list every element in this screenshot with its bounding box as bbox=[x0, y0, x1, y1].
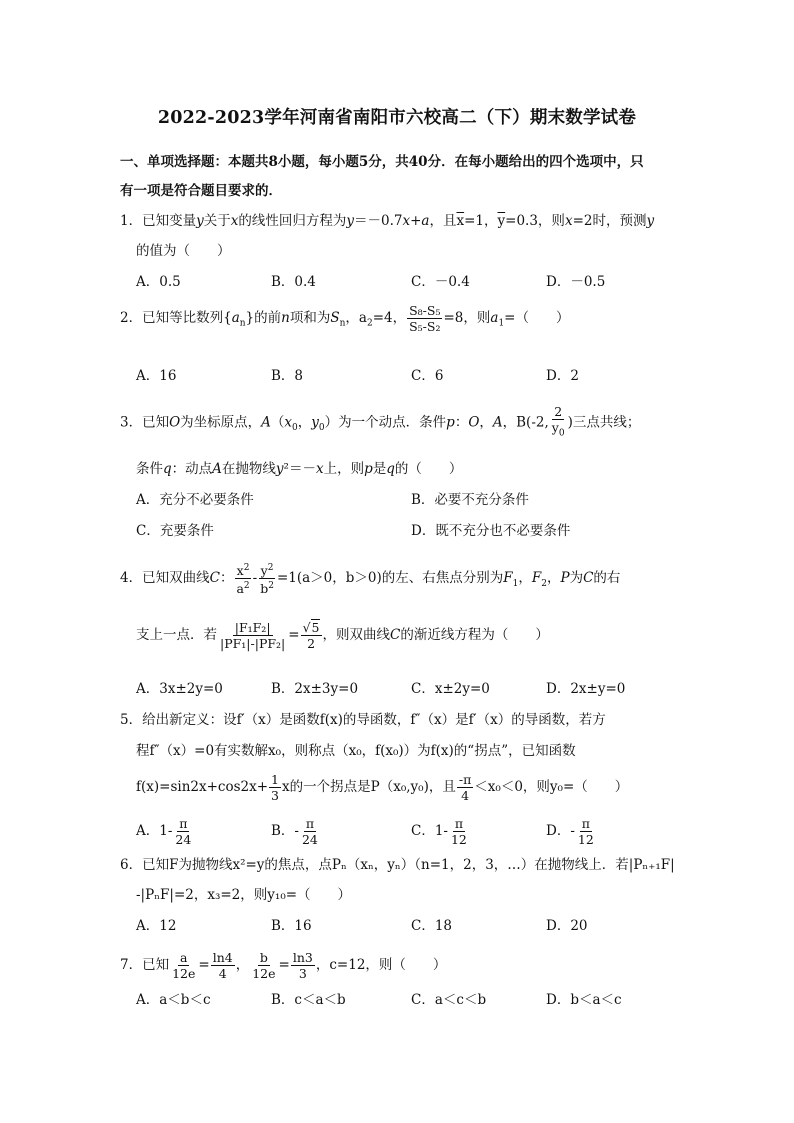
q7-fraction-ln4: $\frac{\ln 4}{4}$ bbox=[212, 950, 233, 981]
q7-fraction-ln3: $\frac{\ln 3}{3}$ bbox=[292, 950, 313, 981]
q7-option-a: A．a＜b＜c bbox=[136, 992, 211, 1008]
q6-option-d: D．20 bbox=[546, 918, 588, 934]
question-7-line1: 7．已知 $\frac{a}{12e}$ = $\frac{\ln 4}{4}$ ， $\frac{b}{12e}$ = $\frac{\ln 3}{3}$ ，c=12，则（ ） bbox=[120, 950, 447, 981]
q5-option-d: D．- $\frac{\pi}{12}$ bbox=[546, 816, 594, 847]
q6-option-c: C．18 bbox=[411, 918, 453, 934]
question-3-line1: 3．已知O为坐标原点，$A(x_0$，$y_0$）为一个动点．条件p：O，A，B(-2, $\frac{2}{y_0}$ )三点共线； bbox=[120, 404, 640, 442]
q1-option-d: D．－0.5 bbox=[546, 274, 606, 290]
q1-option-b: B．0.4 bbox=[271, 274, 316, 290]
q5-pi-quarter-fraction: $\frac{-\pi}{4}$ bbox=[458, 772, 472, 803]
q4-option-a: A．3x±2y=0 bbox=[136, 681, 223, 697]
q4-y-fraction: $\frac{y^2}{b^2}$ bbox=[260, 563, 274, 597]
question-6-line1: 6．已知F为抛物线x²=y的焦点，点Pₙ（xₙ，yₙ）（n=1，2，3，…）在抛物线上．若|Pₙ₊₁F| bbox=[120, 857, 675, 873]
q7-option-c: C．a＜c＜b bbox=[411, 992, 487, 1008]
q3-option-c: C．充要条件 bbox=[136, 523, 214, 539]
q7-option-d: D．b＜a＜c bbox=[546, 992, 622, 1008]
q5-option-a: A．1- $\frac{\pi}{24}$ bbox=[136, 816, 192, 847]
q6-option-b: B．16 bbox=[271, 918, 312, 934]
question-2-line1: 2．已知等比数列$\{a_n\}$的前n项和为$S_n$，$a_2=4$， $\frac{\text{S₈-S₅}}{\text{S₅-S₂}}$ =8，则$a_1=$（ ） bbox=[120, 303, 570, 334]
q1-option-a: A．0.5 bbox=[136, 274, 181, 290]
question-6-line2: -|PₙF|=2，x₃=2，则y₁₀=（ ） bbox=[136, 887, 352, 903]
question-5-line3: f(x)=sin2x+cos2x+ $\frac{1}{3}$ x的一个拐点是P（x₀,y₀)，且 $\frac{-\pi}{4}$ ＜x₀＜0，则y₀=（ ） bbox=[136, 772, 629, 803]
q4-option-c: C．x±2y=0 bbox=[411, 681, 490, 697]
q3-option-b: B．必要不充分条件 bbox=[411, 492, 529, 508]
section-heading-line1: 一、单项选择题：本题共8小题，每小题5分，共40分．在每小题给出的四个选项中，只 bbox=[120, 154, 644, 170]
q6-option-a: A．12 bbox=[136, 918, 177, 934]
question-1-line2: 的值为（ ） bbox=[136, 243, 231, 259]
q5-option-b: B．- $\frac{\pi}{24}$ bbox=[271, 816, 318, 847]
q2-option-a: A．16 bbox=[136, 368, 177, 384]
q5-third-fraction: $\frac{1}{3}$ bbox=[271, 772, 279, 803]
q2-fraction: $\frac{\text{S₈-S₅}}{\text{S₅-S₂}}$ bbox=[409, 303, 441, 334]
q4-ratio-fraction: $\frac{\text{|F₁F₂|}}{\text{|PF₁|-|PF₂|}}$ bbox=[220, 620, 286, 651]
question-4-line1: 4．已知双曲线C： $\frac{x^2}{a^2}$ - $\frac{y^2}{b^2}$ =1(a＞0，b＞0)的左、右焦点分别为$F_1$，$F_2$，P为C的右 bbox=[120, 563, 621, 597]
q4-x-fraction: $\frac{x^2}{a^2}$ bbox=[236, 563, 250, 597]
q4-option-b: B．2x±3y=0 bbox=[271, 681, 359, 697]
q2-option-d: D．2 bbox=[546, 368, 579, 384]
q2-option-b: B．8 bbox=[271, 368, 304, 384]
question-1-line1: 1．已知变量y关于x的线性回归方程为y＝－0.7x+a，且$\overline{x}=1$，$\overline{y}=0.3$，则x=2时，预测y bbox=[120, 213, 655, 229]
q7-option-b: B．c＜a＜b bbox=[271, 992, 346, 1008]
q3-option-d: D．既不充分也不必要条件 bbox=[411, 523, 571, 539]
question-5-line2: 程f″（x）=0有实数解x₀，则称点（x₀，f(x₀)）为f(x)的“拐点”，已知函数 bbox=[136, 743, 576, 759]
q1-option-c: C．－0.4 bbox=[411, 274, 470, 290]
q4-option-d: D．2x±y=0 bbox=[546, 681, 626, 697]
q7-fraction-a: $\frac{a}{12e}$ bbox=[172, 950, 196, 981]
q4-sqrt-fraction: $\frac{√5}{2}$ bbox=[302, 620, 320, 651]
question-5-line1: 5．给出新定义：设f′（x）是函数f(x)的导函数，f″（x）是f′（x）的导函数，若方 bbox=[120, 712, 606, 728]
q2-option-c: C．6 bbox=[411, 368, 444, 384]
q3-option-a: A．充分不必要条件 bbox=[136, 492, 254, 508]
q7-fraction-b: $\frac{b}{12e}$ bbox=[252, 950, 276, 981]
page-title: 2022-2023学年河南省南阳市六校高二（下）期末数学试卷 bbox=[157, 108, 637, 128]
question-4-line2: 支上一点．若 $\frac{\text{|F₁F₂|}}{\text{|PF₁|-|PF₂|}}$ = $\frac{√5}{2}$ ，则双曲线C的渐近线方程为（ ） bbox=[136, 620, 549, 651]
section-heading-line2: 有一项是符合题目要求的． bbox=[120, 183, 282, 199]
q5-option-c: C．1- $\frac{\pi}{12}$ bbox=[411, 816, 467, 847]
question-3-line2: 条件q：动点A在抛物线y²＝－x上，则p是q的（ ） bbox=[136, 461, 463, 477]
q3-fraction: $\frac{2}{y_0}$ bbox=[551, 404, 565, 439]
